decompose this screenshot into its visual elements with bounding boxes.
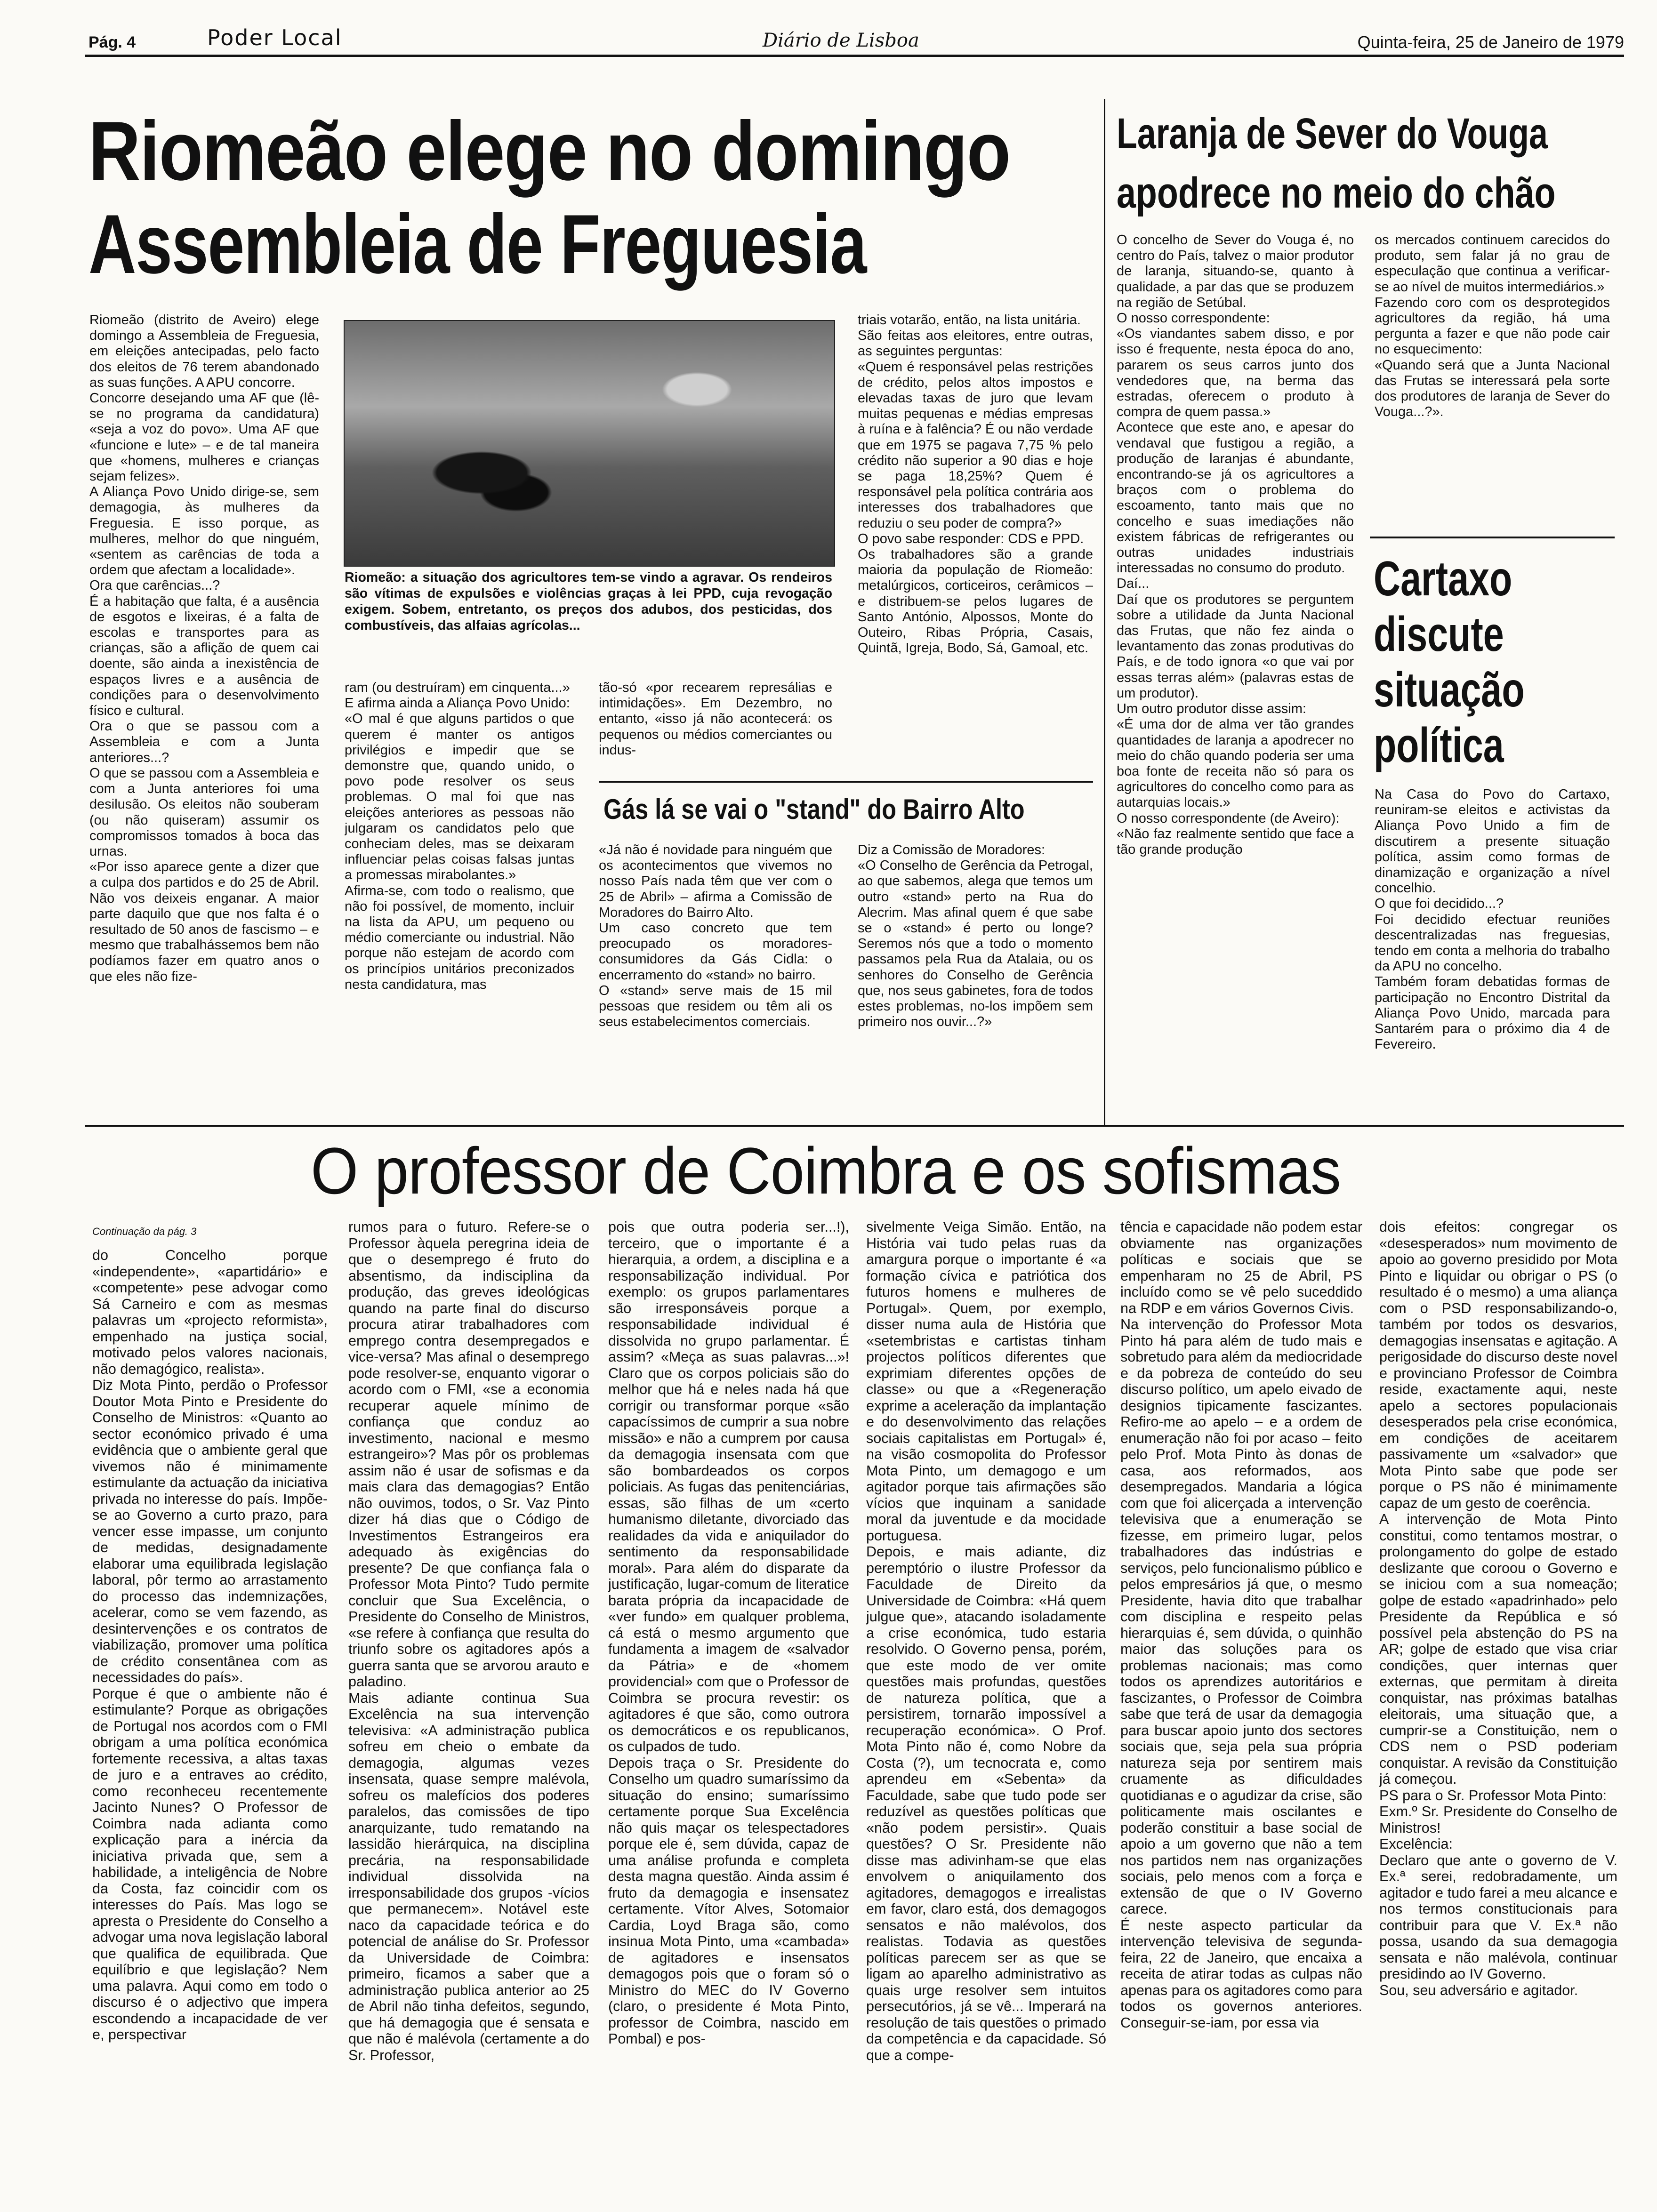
coimbra-column-5: tência e capacidade não podem estar obviamente nas organizações políticas e sociais que se empenharam no 25 de Abril, PS incluído como se vê pelo suceddido na RDP e em vários Governos Civis. Na intervenção do Professor Mota Pinto há para além de tudo mais e sobretudo para além da mediocridade e da pobreza de conteúdo do seu discurso político, um apelo eivado de designios tipicamente fascizantes. Refiro-me ao apelo – e a ordem de enumeração não foi por acaso – feito pelo Prof. Mota Pinto às donas de casa, aos reformados, aos desempregados. Mandaria a lógica com que foi alicerçada a intervenção televisiva que a enumeração se fizesse, em primeiro lugar, pelos trabalhadores das indústrias e serviços, pelo funcionalismo público e pelos empresários já que, o mesmo Presidente, havia dito que trabalhar com disciplina e respeito pelas hierarquias é, sem dúvida, o quinhão maior das soluções para os problemas nacionais; mas como todos os aprendizes autoritários e fascizantes, o Professor de Coimbra sabe que terá de usar da demagogia para buscar apoio junto dos sectores sociais que, seja pela sua própria natureza seja por sentirem mais cruamente as dificuldades quotidianas e o agudizar da crise, são politicamente mais oscilantes e poderão constituir a base social de apoio a um governo que não a tem nos partidos nem nas organizações sociais, pelo menos com a força e extensão de que o IV Governo carece. É neste aspecto particular da intervenção televisiva de segunda-feira, 22 de Janeiro, que encaixa a receita de atirar todas as culpas não apenas para os agitadores como para todos os governos anteriores. Conseguir-se-iam, por essa via — [1120, 1219, 1362, 2031]
continuation-note: Continuação da pág. 3 — [92, 1226, 197, 1237]
coimbra-headline: O professor de Coimbra e os sofismas — [311, 1134, 1341, 1208]
issue-date: Quinta-feira, 25 de Janeiro de 1979 — [1357, 32, 1624, 52]
cartaxo-headline-line-2: discute — [1374, 607, 1504, 662]
riomeao-headline-line-2: Assembleia de Freguesia — [88, 197, 866, 291]
cartaxo-headline-line-1: Cartaxo — [1374, 552, 1512, 606]
riomeao-photo-caption: Riomeão: a situação dos agricultores tem-se vindo a agravar. Os rendeiros são vítimas de expulsões e violências graças à lei PPD, cuja revogação exigem. Sobem, entretanto, os preços dos adubos, dos pesticidas, dos combustíveis, das alfaias agrícolas... — [345, 570, 832, 633]
newspaper-name: Diário de Lisboa — [763, 30, 919, 51]
gas-top-rule — [599, 781, 1093, 783]
cartaxo-headline-line-3: situação — [1374, 663, 1525, 717]
section-name: Poder Local — [207, 25, 342, 50]
cartaxo-body: Na Casa do Povo do Cartaxo, reuniram-se eleitos e activistas da Aliança Povo Unido a fim de discutirem a presente situação política, assim como formas de dinamização e organização a nível concelhio. O que foi decidido...? Foi decidido efectuar reuniões descentralizadas nas freguesias, tendo em conta a melhoria do trabalho da APU no concelho. Também foram debatidas formas de participação no Encontro Distrital da Aliança Povo Unido, marcada para Santarém para o próximo dia 4 de Fevereiro. — [1375, 787, 1610, 1052]
right-column-divider — [1104, 99, 1105, 1125]
riomeao-column-4: triais votarão, então, na lista unitária. São feitas aos eleitores, entre outras, as seguintes perguntas: «Quem é responsável pelas restrições de crédito, pelos altos impostos e elevadas taxas de juro que levam muitas pequenas e médias empresas à ruína e à falência? É ou não verdade que em 1975 se pagava 7,75 % pelo crédito não superior a 90 dias e hoje se paga 18,25%? Quem é responsável pela política contrária aos interesses dos trabalhadores que reduziu o seu poder de compra?» O povo sabe responder: CDS e PPD. Os trabalhadores são a grande maioria da população de Riomeão: metalúrgicos, corticeiros, cerâmicos – e distribuem-se pelos lugares de Santo António, Alpossos, Monte do Outeiro, Ribas Própria, Casais, Quintã, Igreja, Bodo, Sá, Gamoal, etc. — [858, 313, 1093, 656]
laranja-headline-line-1: Laranja de Sever do Vouga — [1117, 110, 1548, 158]
gas-headline: Gás lá se vai o "stand" do Bairro Alto — [603, 793, 1025, 825]
gas-column-1: «Já não é novidade para ninguém que os acontecimentos que vivemos no nosso País nada têm que ver com o 25 de Abril» – afirma a Comissão de Moradores do Bairro Alto. Um caso concreto que tem preocupado os moradores-consumidores da Gás Cidla: o encerramento do «stand» no bairro. O «stand» serve mais de 15 mil pessoas que residem ou têm ali os seus estabelecimentos comerciais. — [599, 842, 832, 1030]
coimbra-column-3: pois que outra poderia ser...!), terceiro, que o importante é a hierarquia, a ordem, a disciplina e a responsabilização individual. Por exemplo: os grupos parlamentares são irresponsáveis porque a responsabilidade individual é dissolvida no grupo parlamentar. É assim? «Meça as suas palavras...»! Claro que os corpos policiais são do melhor que há e neles nada há que corrigir ou transformar porque «são capacíssimos de cumprir a sua nobre missão» e não a cumprem por causa da demagogia insensata com que são bombardeados os corpos policiais. As fugas das penitenciárias, essas, são filhas de um «certo humanismo diletante, divorciado das realidades da vida e aniquilador do sentimento da responsabilidade moral». Para além do disparate da justificação, lugar-comum de literatice barata própria da incapacidade de «ver fundo» em qualquer problema, cá está o mesmo argumento que fundamenta a imagem de «salvador da Pátria» e de «homem providencial» com que o Professor de Coimbra se procura revestir: os agitadores é que são, como outrora os democráticos e os republicanos, os culpados de tudo. Depois traça o Sr. Presidente do Conselho um quadro sumaríssimo da situação do ensino; sumaríssimo certamente porque Sua Excelência não quis maçar os telespectadores porque ele é, sem dúvida, capaz de uma análise profunda e completa desta magna questão. Ainda assim é fruto da demagogia e insensatez certamente. Vítor Alves, Sotomaior Cardia, Loyd Braga são, como insinua Mota Pinto, uma «cambada» de agitadores e insensatos demagogos pois que o foram só o Ministro do MEC do IV Governo (claro, o presidente é Mota Pinto, professor de Coimbra, nascido em Pombal) e pos- — [608, 1219, 849, 2047]
page-number: Pág. 4 — [88, 33, 136, 51]
riomeao-headline-line-1: Riomeão elege no domingo — [88, 104, 1010, 198]
coimbra-column-4: sivelmente Veiga Simão. Então, na História vai tudo pelas ruas da amargura porque o importante é «a formação cívica e patriótica dos futuros homens e mulheres de Portugal». Quem, por exemplo, disser numa aula de História que «setembristas e cartistas tinham projectos políticos diferentes que exprimiam diferentes opções de classe» ou que a «Regeneração exprime a aceleração da implantação e do desenvolvimento das relações sociais capitalistas em Portugal» é, na visão cosmopolita do Professor Mota Pinto, um demagogo e um agitador porque tais afirmações são vícios que inquinam a sanidade moral da juventude e da mocidade portuguesa. Depois, e mais adiante, diz peremptório o ilustre Professor da Faculdade de Direito da Universidade de Coimbra: «Há quem julgue que», atacando isoladamente a crise económica, tudo estaria resolvido. O Governo pensa, porém, que este modo de ver omite questões mais profundas, questões de natureza política, que a persistirem, tornarão impossível a recuperação económica». O Prof. Mota Pinto não é, como Nobre da Costa (?), um tecnocrata e, como aprendeu em «Sebenta» da Faculdade, sabe que tudo pode ser reduzível as questões políticas que «não podem persistir». Quais questões? O Sr. Presidente não disse mas adivinham-se que elas envolvem o aniquilamento dos agitadores, demagogos e irrealistas em favor, claro está, dos demagogos sensatos e não malévolos, dos realistas. Todavia as questões políticas parecem ser as que se ligam ao aparelho administrativo as quais urge resolver sem intuitos persecutórios, já se vê... Imperará na resolução de tais questões o primado da competência e da capacidade. Só que a compe- — [866, 1219, 1106, 2063]
riomeao-farmer-photo — [344, 320, 835, 567]
cartaxo-top-rule — [1370, 537, 1615, 538]
riomeao-column-1: Riomeão (distrito de Aveiro) elege domingo a Assembleia de Freguesia, em eleições antecipadas, pelo facto dos eleitos de 76 terem abandonado as suas funções. A APU concorre. Concorre desejando uma AF que (lê-se no programa da candidatura) «seja a voz do povo». Uma AF que «funcione e lute» – e de tal maneira que «homens, mulheres e crianças sejam felizes». A Aliança Povo Unido dirige-se, sem demagogia, às mulheres da Freguesia. E isso porque, as mulheres, melhor do que ninguém, «sentem as carências de toda a ordem que afectam a localidade». Ora que carências...? É a habitação que falta, é a ausência de esgotos e lixeiras, é a falta de escolas e transportes para as crianças, são a aflição de quem cai doente, são ainda a inexistência de espaços livres e a ausência de condições para o desenvolvimento físico e cultural. Ora o que se passou com a Assembleia e com a Junta anteriores...? O que se passou com a Assembleia e com a Junta anteriores foi uma desilusão. Os eleitos não souberam (ou não quiseram) assumir os compromissos tomados à boca das urnas. «Por isso aparece gente a dizer que a culpa dos partidos e do 25 de Abril. Não vos deixeis enganar. A maior parte daquilo que que nos falta é o resultado de 50 anos de fascismo – e mesmo que trabalhássemos bem não podíamos fazer em quatro anos o que eles não fize- — [89, 313, 319, 984]
gas-column-2: Diz a Comissão de Moradores: «O Conselho de Gerência da Petrogal, ao que sabemos, alega que temos um outro «stand» perto na Rua do Alecrim. Mas afinal quem é que sabe se o «stand» é perto ou longe? Seremos nós que a todo o momento passamos pela Rua da Atalaia, ou os senhores do Conselho de Gerência que, nos seus gabinetes, fora de todos estes problemas, no-los impõem sem primeiro nos ouvir...?» — [858, 842, 1093, 1030]
riomeao-column-3: tão-só «por recearem represálias e intimidações». Em Dezembro, no entanto, «isso já não acontecerá: os pequenos ou médios comerciantes ou indus- — [599, 680, 832, 758]
laranja-column-2: os mercados continuem carecidos do produto, sem falar já no grau de especulação que continua a verificar-se ao nível de muitos intermediários.» Fazendo coro com os desprotegidos agricultores da região, há uma pergunta a fazer e que não pode cair no esquecimento: «Quando será que a Junta Nacional das Frutas se interessará pela sorte dos produtores de laranja de Sever do Vouga...?». — [1375, 232, 1610, 420]
coimbra-column-1: do Concelho porque «independente», «apartidário» e «competente» pese advogar como Sá Carneiro e com as mesmas palavras um «projecto reformista», empenhado na justiça social, motivado pelos valores nacionais, não demagógico, realista». Diz Mota Pinto, perdão o Professor Doutor Mota Pinto e Presidente do Conselho de Ministros: «Quanto ao sector económico privado é uma evidência que o ambiente geral que vivemos não é minimamente estimulante da actuação da iniciativa privada no interesse do país. Impõe-se ao Governo a curto prazo, para vencer esse impasse, um conjunto de medidas, designadamente elaborar uma equilibrada legislação laboral, pôr termo ao arrastamento do processo das indemnizações, acelerar, como se vem fazendo, as desintervenções e os contratos de viabilização, promover uma política de crédito consentânea com as necessidades do país». Porque é que o ambiente não é estimulante? Porque as obrigações de Portugal nos acordos com o FMI obrigam a uma política económica fortemente recessiva, a altas taxas de juro e a entraves ao crédito, como reconheceu recentemente Jacinto Nunes? O Professor de Coimbra nada adianta como explicação para a inércia da iniciativa privada que, sem a habilidade, a inteligência de Nobre da Costa, faz coincidir com os interesses do País. Mas logo se apresta o Presidente do Conselho a advogar uma nova legislação laboral que qualifica de equilibrada. Que equilíbrio e que legislação? Nem uma palavra. Aqui como em todo o discurso é o adjectivo que impera escondendo a incapacidade de ver e, perspectivar — [92, 1247, 328, 2043]
coimbra-column-6: dois efeitos: congregar os «desesperados» num movimento de apoio ao governo presidido por Mota Pinto e liquidar ou obrigar o PS (o resultado é o mesmo) a uma aliança com o PSD responsabilizando-o, também por todos os desvarios, demagogias insensatas e agitação. A perigosidade do discurso deste novel e provinciano Professor de Coimbra reside, exactamente aqui, neste apelo a sectores populacionais desesperados pela crise económica, em condições de aceitarem passivamente um «salvador» que Mota Pinto sabe que pode ser porque o PS não é minimamente capaz de um gesto de coerência. A intervenção de Mota Pinto constitui, como tentamos mostrar, o prolongamento do golpe de estado deslizante que coroou o Governo e se iniciou com a sua nomeação; golpe de estado «apadrinhado» pelo Presidente da República e só possível pela abstenção do PS na AR; golpe de estado que visa criar condições, quer internas quer externas, que permitam à direita conquistar, nas próximas batalhas eleitorais, uma situação que, a cumprir-se a Constituição, nem o CDS nem o PSD poderiam conquistar. A revisão da Constituição já começou. PS para o Sr. Professor Mota Pinto: Exm.º Sr. Presidente do Conselho de Ministros! Excelência: Declaro que ante o governo de V. Ex.ª serei, redobradamente, um agitador e tudo farei a meu alcance e nos termos constitucionais para contribuir para que V. Ex.ª não possa, usando da sua demagogia sensata e não malévola, continuar presidindo ao IV Governo. Sou, seu adversário e agitador. — [1379, 1219, 1617, 1998]
cartaxo-headline-line-4: política — [1374, 718, 1504, 773]
riomeao-column-2: ram (ou destruíram) em cinquenta...» E afirma ainda a Aliança Povo Unido: «O mal é que alguns partidos o que querem é manter os antigos privilégios e impedir que se demonstre que, quando unido, o povo pode resolver os seus problemas. O mal foi que nas eleições anteriores as pessoas não julgaram os candidatos pelo que conheciam deles, mas se deixaram influenciar pelas coisas falsas juntas a promessas mirabolantes.» Afirma-se, com todo o realismo, que não foi possível, de momento, incluir na lista da APU, um pequeno ou médio comerciante ou industrial. Não porque não estejam de acordo com os princípios unitários preconizados nesta candidatura, mas — [345, 680, 574, 992]
coimbra-column-2: rumos para o futuro. Refere-se o Professor àquela peregrina ideia de que o desemprego é fruto do absentismo, da indisciplina da produção, das greves ideológicas quando na parte final do discurso procura atirar trabalhadores com emprego contra desempregados e vice-versa? Mas afinal o desemprego pode resolver-se, enquanto vigorar o acordo com o FMI, «se a economia recuperar aquele mínimo de confiança que conduz ao investimento, nacional e mesmo estrangeiro»? Mas pôr os problemas assim não é usar de sofismas e da mais clara das demagogias? Então não ouvimos, todos, o Sr. Vaz Pinto dizer há dias que o Código de Investimentos Estrangeiros era adequado às exigências do presente? De que confiança fala o Professor Mota Pinto? Tudo permite concluir que Sua Excelência, o Presidente do Conselho de Ministros, «se refere à confiança que resulta do triunfo sobre os agitadores após a guerra santa que se arvorou arauto e paladino. Mais adiante continua Sua Excelência na sua intervenção televisiva: «A administração publica sofreu em cheio o embate da demagogia, algumas vezes insensata, quase sempre malévola, sofreu os malefícios dos poderes paralelos, das comissões de tipo anarquizante, tudo rematando na lassidão hierárquica, na disciplina precária, na responsabilidade individual dissolvida na irresponsabilidade dos grupos -vícios que permanecem». Notável este naco da capacidade teórica e do potencial de análise do Sr. Professor da Universidade de Coimbra: primeiro, ficamos a saber que a administração publica anterior ao 25 de Abril não tinha defeitos, segundo, que há demagogia que é sensata e que não é malévola (certamente a do Sr. Professor, — [348, 1219, 589, 2063]
header-rule — [85, 55, 1624, 57]
mid-page-rule — [85, 1125, 1624, 1127]
laranja-column-1: O concelho de Sever do Vouga é, no centro do País, talvez o maior produtor de laranja, situando-se, quanto à qualidade, a par das que se produzem na região de Setúbal. O nosso correspondente: «Os viandantes sabem disso, e por isso é frequente, nesta época do ano, pararem os seus carros junto dos vendedores que, na berma das estradas, oferecem o produto à compra de quem passa.» Acontece que este ano, e apesar do vendaval que fustigou a região, a produção de laranjas é abundante, encontrando-se já os agricultores a braços com o problema do escoamento, tanto mais que no concelho e suas imediações não existem fábricas de refrigerantes ou outras unidades industriais interessadas no consumo do produto. Daí... Daí que os produtores se perguntem sobre a utilidade da Junta Nacional das Frutas, que não fez ainda o levantamento das zonas produtivas do País, e de todo ignora «o que vai por essas terras além» (palavras estas de um produtor). Um outro produtor disse assim: «É uma dor de alma ver tão grandes quantidades de laranja a apodrecer no meio do chão quando poderia ser uma boa fonte de receita não só para os agricultores do concelho como para as autarquias locais.» O nosso correspondente (de Aveiro): «Não faz realmente sentido que face a tão grande produção — [1117, 232, 1354, 857]
laranja-headline-line-2: apodrece no meio do chão — [1117, 169, 1556, 217]
